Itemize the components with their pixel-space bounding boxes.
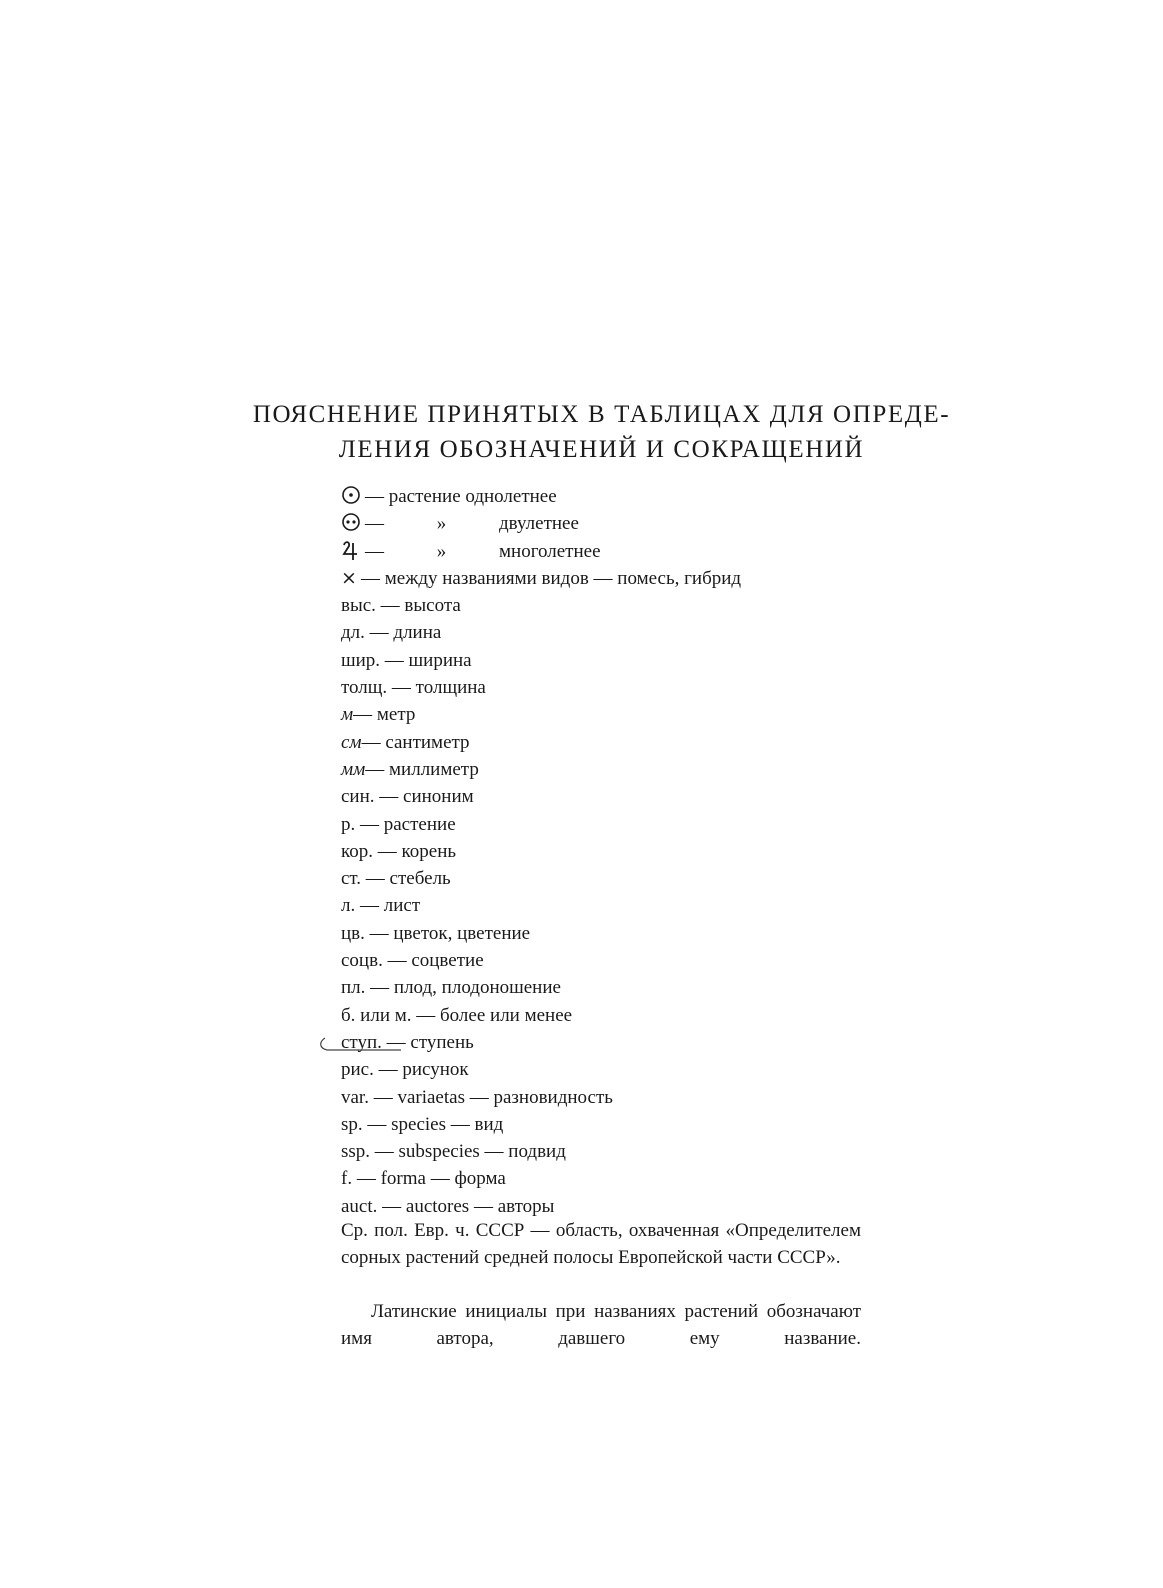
- page-title-line-1: ПОЯСНЕНИЕ ПРИНЯТЫХ В ТАБЛИЦАХ ДЛЯ ОПРЕДЕ-: [252, 401, 951, 428]
- abbreviation-item: [341, 701, 741, 728]
- page-title: [0, 397, 1163, 467]
- legend-dash: —: [365, 486, 384, 507]
- abbreviation-text: ступ. — ступень: [341, 1031, 474, 1053]
- abbreviation-item: [341, 783, 741, 810]
- abbreviation-text: р. — растение: [341, 813, 456, 835]
- legend-dash: —: [365, 540, 384, 562]
- abbreviation-item: [341, 947, 741, 974]
- abbreviation-text: рис. — рисунок: [341, 1059, 469, 1081]
- pencil-underline-mark-icon: [313, 1036, 403, 1054]
- legend-item-hybrid: [341, 565, 741, 592]
- abbreviation-item: [341, 892, 741, 919]
- abbreviation-text: син. — синоним: [341, 786, 474, 808]
- abbreviation-text: б. или м. — более или менее: [341, 1004, 573, 1026]
- biennial-plant-symbol-icon: [341, 510, 365, 537]
- abbreviation-text: — сантиметр: [361, 731, 470, 753]
- abbreviation-text: цв. — цветок, цветение: [341, 922, 531, 944]
- abbreviation-item: [341, 729, 741, 756]
- abbreviation-item: [341, 1138, 741, 1165]
- abbreviation-text: var. — variaetas — разновидность: [341, 1086, 613, 1108]
- abbreviation-item: [341, 920, 741, 947]
- abbreviation-term: см: [341, 731, 362, 753]
- abbreviation-text: выс. — высота: [341, 595, 461, 617]
- abbreviation-text: шир. — ширина: [341, 649, 472, 671]
- abbreviation-item: [341, 974, 741, 1001]
- legend-text: многолетнее: [499, 540, 601, 562]
- abbreviation-text: f. — forma — форма: [341, 1168, 506, 1190]
- legend-item-perennial: [341, 538, 741, 565]
- abbreviation-item: [341, 1193, 741, 1220]
- ditto-mark: »: [436, 540, 447, 562]
- abbreviation-text: auct. — auctores — авторы: [341, 1195, 555, 1217]
- abbreviation-item: [341, 811, 741, 838]
- abbreviation-text: кор. — корень: [341, 840, 457, 862]
- abbreviation-item: [341, 1111, 741, 1138]
- abbreviation-item: [341, 592, 741, 619]
- legend-item-annual: [341, 483, 741, 510]
- abbreviation-text: л. — лист: [341, 895, 421, 917]
- abbreviation-item: [341, 1002, 741, 1029]
- region-definition: Ср. пол. Евр. ч. СССР — область, охваченная «Определителем сорных растений средней полосы Европейской части СССР».: [341, 1220, 861, 1269]
- abbreviation-item: [341, 756, 741, 783]
- abbreviation-text: соцв. — соцветие: [341, 950, 484, 972]
- abbreviation-term: мм: [341, 758, 366, 780]
- abbreviation-text: толщ. — толщина: [341, 677, 486, 699]
- abbreviation-term: м: [341, 704, 354, 726]
- annual-plant-symbol-icon: [341, 483, 365, 510]
- abbreviation-item: [341, 647, 741, 674]
- perennial-plant-symbol-icon: [341, 538, 365, 565]
- abbreviation-item: [341, 674, 741, 701]
- legend-text: растение однолетнее: [388, 486, 557, 507]
- abbreviation-item: [341, 865, 741, 892]
- legend-text: двулетнее: [499, 513, 579, 535]
- legend-item-biennial: [341, 510, 741, 537]
- abbreviation-legend-list: [341, 483, 741, 1220]
- abbreviation-text: дл. — длина: [341, 622, 442, 644]
- abbreviation-item: [341, 619, 741, 646]
- abbreviation-text: — миллиметр: [365, 758, 479, 780]
- abbreviation-text: sp. — species — вид: [341, 1113, 504, 1135]
- ditto-mark: »: [436, 513, 447, 535]
- legend-text: — между названиями видов — помесь, гибрид: [361, 567, 742, 589]
- abbreviation-text: ssp. — subspecies — подвид: [341, 1141, 566, 1163]
- abbreviation-item: [341, 1165, 741, 1192]
- page-title-line-2: ЛЕНИЯ ОБОЗНАЧЕНИЙ И СОКРАЩЕНИЙ: [338, 436, 865, 463]
- abbreviation-text: — метр: [353, 704, 416, 726]
- abbreviation-item: [341, 838, 741, 865]
- abbreviation-item: [341, 1084, 741, 1111]
- abbreviation-text: пл. — плод, плодоношение: [341, 977, 561, 999]
- abbreviation-text: ст. — стебель: [341, 868, 451, 890]
- hybrid-cross-symbol-icon: ×: [341, 566, 357, 589]
- abbreviation-item: [341, 1056, 741, 1083]
- legend-dash: —: [365, 513, 384, 535]
- author-note: Латинские инициалы при названиях растений обозначают имя автора, давшего ему название.: [341, 1301, 861, 1350]
